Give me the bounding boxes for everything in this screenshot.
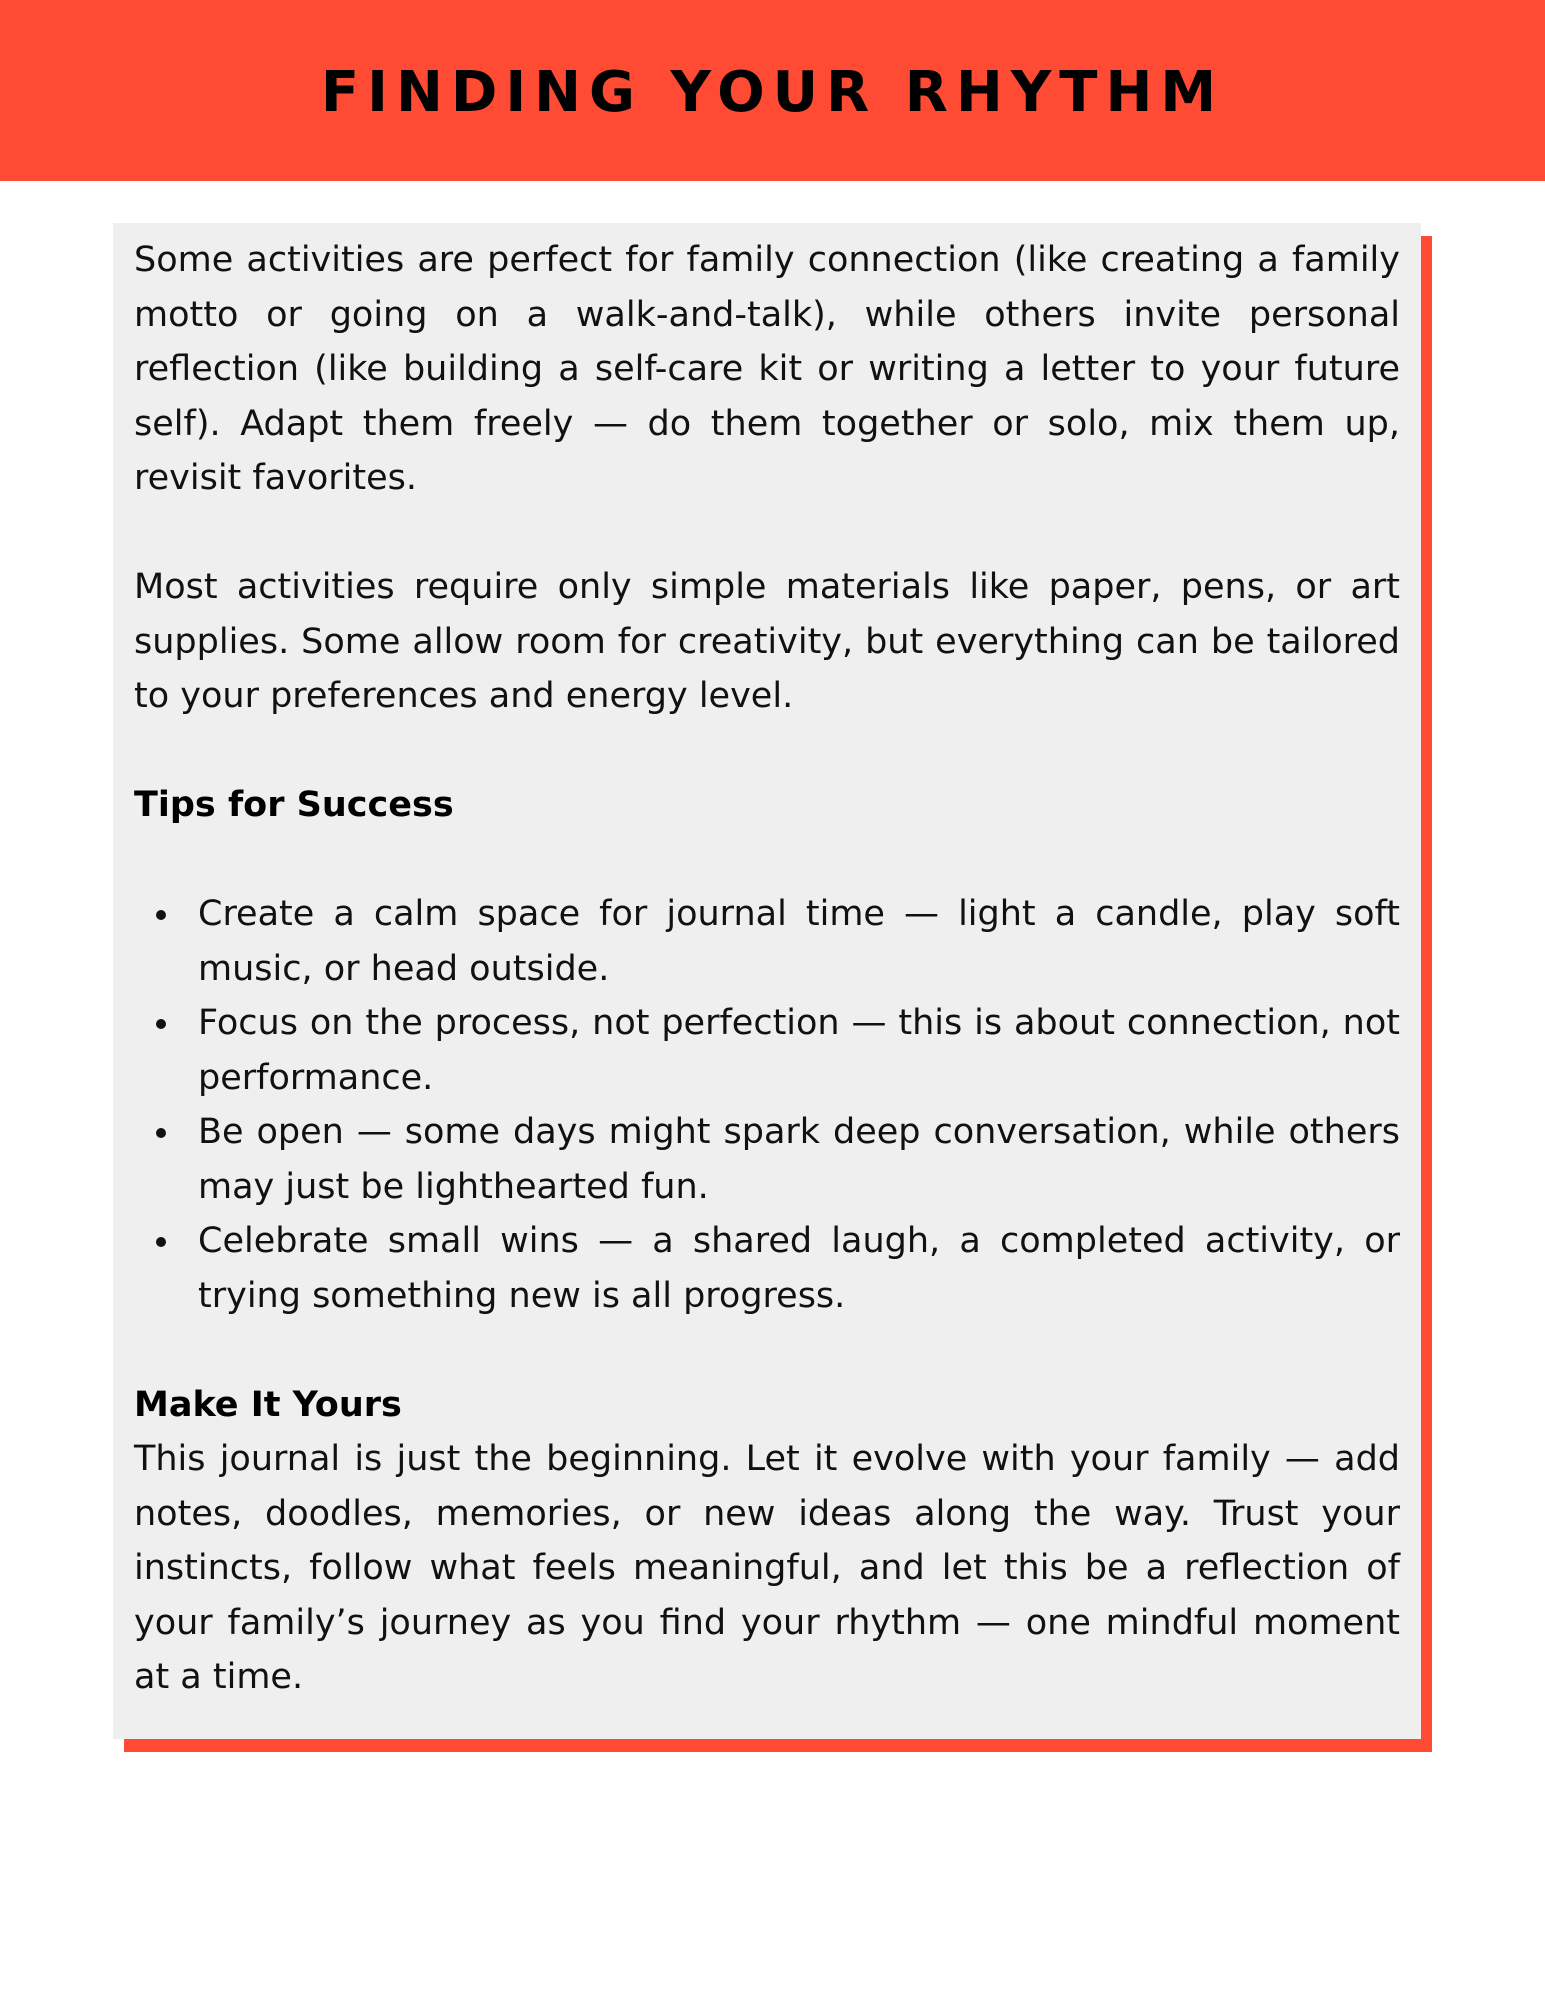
tips-heading: Tips for Success (134, 785, 454, 825)
tip-text: Focus on the process, not perfection — this is about connection, not performance. (198, 1003, 1400, 1098)
tips-list (134, 887, 1400, 1323)
paragraph-spacer (134, 724, 1400, 779)
bullet-icon (156, 1237, 166, 1247)
paragraph-spacer (134, 1323, 1400, 1378)
tip-text: Create a calm space for journal time — light a candle, play soft music, or head outside. (198, 894, 1400, 989)
list-item (134, 1105, 1400, 1214)
bullet-icon (156, 910, 166, 920)
tip-text: Celebrate small wins — a shared laugh, a completed activity, or trying something new is all progress. (198, 1221, 1400, 1316)
bullet-icon (156, 1019, 166, 1029)
make-it-yours-heading: Make It Yours (134, 1384, 402, 1425)
paragraph-spacer (134, 506, 1400, 561)
bullet-icon (156, 1128, 166, 1138)
paragraph-spacer (134, 833, 1400, 888)
intro-paragraph: Some activities are perfect for family connection (like creating a family motto or going on a walk-and-talk), while others invite personal reflection (like building a self-care kit or writing a letter to your future self). Adapt them freely — do them together or solo, mix them up, revisit favorites. (134, 240, 1400, 498)
list-item (134, 996, 1400, 1105)
make-it-yours-paragraph: This journal is just the beginning. Let it evolve with your family — add notes, doodles, memories, or new ideas along the way. Trust your instincts, follow what feels meaningful, and let this be a reflection of your family’s journey as you find your rhythm — one mindful moment at a time. (134, 1439, 1400, 1697)
content-card (113, 223, 1421, 1739)
materials-paragraph: Most activities require only simple materials like paper, pens, or art supplies. Some allow room for creativity, but everything can be tailored to your preferences and energy level. (134, 567, 1400, 716)
list-item (134, 887, 1400, 996)
tip-text: Be open — some days might spark deep conversation, while others may just be lighthearted fun. (198, 1112, 1400, 1207)
list-item (134, 1214, 1400, 1323)
header-banner (0, 0, 1545, 181)
page-title: FINDING YOUR RHYTHM (320, 59, 1225, 125)
